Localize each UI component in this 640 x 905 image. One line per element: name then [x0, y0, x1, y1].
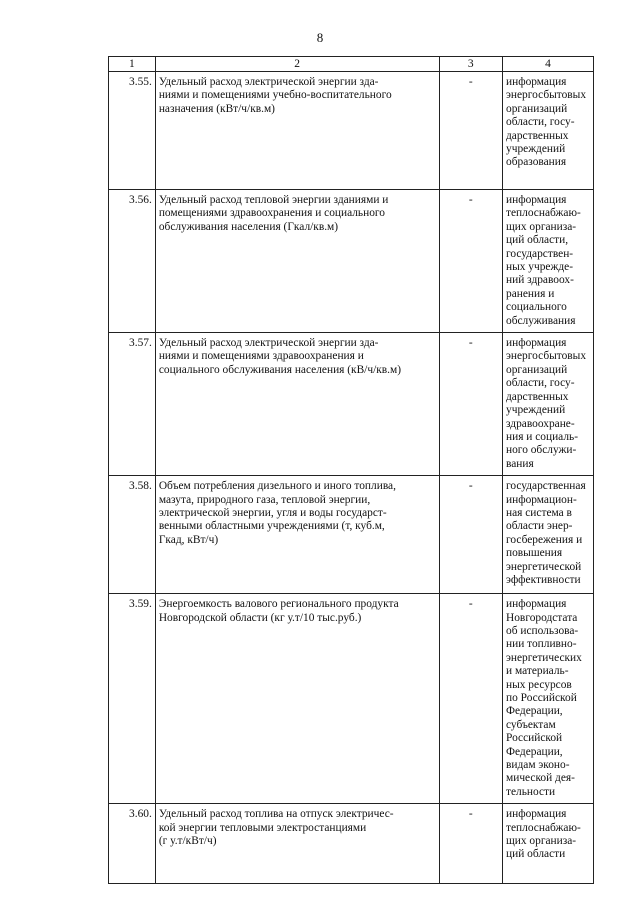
- description-line: Удельный расход тепловой энергии зданиями и: [158, 194, 389, 206]
- data-source: [503, 476, 594, 594]
- indicator-description: [155, 190, 439, 333]
- source-line: информация: [506, 76, 567, 88]
- table-row: [109, 476, 594, 594]
- source-line: ций области,: [506, 234, 569, 247]
- column-header-3: 3: [439, 57, 503, 72]
- description-line: Удельный расход электрической энергии зда-: [158, 76, 379, 88]
- data-source: [503, 333, 594, 476]
- source-line: области, госу-: [506, 377, 575, 390]
- description-line: Удельный расход топлива на отпуск электричес-: [158, 808, 394, 821]
- source-line: образования: [506, 156, 567, 169]
- source-line: здравоохране-: [506, 417, 575, 430]
- table-row: [109, 804, 594, 884]
- source-line: нии топливно-: [506, 638, 577, 651]
- source-line: вания: [506, 457, 534, 470]
- source-line: обслуживания: [506, 314, 576, 327]
- source-line: информацион-: [506, 493, 577, 506]
- source-line: информация: [506, 194, 567, 206]
- source-line: дарственных: [506, 390, 569, 403]
- column-header-4: 4: [503, 57, 594, 72]
- source-line: Федерации,: [506, 745, 563, 758]
- description-line: кой энергии тепловыми электростанциями: [158, 821, 367, 834]
- source-line: ранения и: [506, 287, 555, 300]
- description-line: (г у.т/кВт/ч): [158, 835, 217, 848]
- column-header-2: 2: [155, 57, 439, 72]
- row-number: 3.56.: [109, 190, 156, 333]
- source-line: социального: [506, 301, 567, 314]
- page-number: 8: [316, 30, 324, 45]
- description-line: Удельный расход электрической энергии зда-: [158, 337, 379, 350]
- description-line: Гкад, кВт/ч): [158, 533, 219, 546]
- source-line: Федерации,: [506, 705, 563, 718]
- row-number: 3.57.: [109, 333, 156, 476]
- source-line: об использова-: [506, 624, 579, 637]
- description-line: назначения (кВт/ч/кв.м): [158, 102, 275, 115]
- column-3-value: -: [439, 594, 503, 804]
- column-3-value: -: [439, 333, 503, 476]
- indicator-description: [155, 594, 439, 804]
- table-row: [109, 594, 594, 804]
- source-line: и материаль-: [506, 665, 569, 678]
- description-line: Объем потребления дизельного и иного топлива,: [158, 480, 396, 493]
- data-source: [503, 804, 594, 884]
- source-line: области, госу-: [506, 116, 575, 129]
- data-source: [503, 72, 594, 190]
- indicator-description: [155, 72, 439, 190]
- description-line: Новгородской области (кг у.т/10 тыс.руб.): [158, 611, 362, 624]
- source-line: видам эконо-: [506, 759, 570, 771]
- source-line: ного обслужи-: [506, 444, 577, 457]
- source-line: теплоснабжаю-: [506, 207, 581, 220]
- data-source: [503, 190, 594, 333]
- source-line: теплоснабжаю-: [506, 821, 581, 834]
- source-line: государственная: [506, 480, 586, 493]
- source-line: Новгородстата: [506, 611, 578, 624]
- column-3-value: -: [439, 72, 503, 190]
- description-line: Энергоемкость валового регионального продукта: [158, 598, 399, 611]
- source-line: ния и социаль-: [506, 430, 579, 443]
- source-line: Российской: [506, 732, 563, 745]
- source-line: энергосбытовых: [506, 350, 587, 363]
- source-line: повышения: [506, 547, 563, 560]
- source-line: субъектам: [506, 718, 556, 731]
- source-line: госбережения и: [506, 533, 583, 546]
- source-line: энергосбытовых: [506, 89, 587, 102]
- column-3-value: -: [439, 476, 503, 594]
- source-line: тельности: [506, 785, 556, 798]
- source-line: дарственных: [506, 129, 569, 142]
- description-line: ниями и помещениями здравоохранения и: [158, 350, 364, 363]
- description-line: помещениями здравоохранения и социального: [158, 207, 385, 220]
- source-line: учреждений: [506, 143, 566, 156]
- column-3-value: -: [439, 804, 503, 884]
- table-row: [109, 72, 594, 190]
- indicator-description: [155, 804, 439, 884]
- table-header-row: [109, 57, 594, 72]
- row-number: 3.60.: [109, 804, 156, 884]
- column-header-1: 1: [109, 57, 156, 72]
- description-line: венными областными учреждениями (т, куб.м,: [158, 520, 385, 533]
- row-number: 3.58.: [109, 476, 156, 594]
- source-line: щих организа-: [506, 835, 577, 848]
- indicators-table: [108, 56, 594, 884]
- source-line: энергетических: [506, 651, 582, 664]
- source-line: ных учрежде-: [506, 261, 573, 274]
- table-row: [109, 190, 594, 333]
- description-line: ниями и помещениями учебно-воспитательного: [158, 89, 392, 102]
- source-line: энергетической: [506, 560, 582, 573]
- source-line: информация: [506, 808, 567, 821]
- data-source: [503, 594, 594, 804]
- source-line: ций области: [506, 848, 566, 861]
- source-line: учреждений: [506, 404, 566, 417]
- source-line: по Российской: [506, 691, 577, 704]
- source-line: области энер-: [506, 520, 573, 533]
- table-row: [109, 333, 594, 476]
- source-line: эффективности: [506, 573, 581, 586]
- row-number: 3.59.: [109, 594, 156, 804]
- source-line: ная система в: [506, 506, 572, 519]
- source-line: ных ресурсов: [506, 678, 572, 691]
- column-3-value: -: [439, 190, 503, 333]
- description-line: электрической энергии, угля и воды государст-: [158, 506, 387, 519]
- row-number: 3.55.: [109, 72, 156, 190]
- description-line: социального обслуживания населения (кВ/ч/кв.м): [158, 363, 401, 376]
- description-line: обслуживания населения (Гкал/кв.м): [158, 220, 339, 233]
- description-line: мазута, природного газа, тепловой энергии,: [158, 493, 371, 506]
- source-line: информация: [506, 337, 567, 350]
- indicator-description: [155, 333, 439, 476]
- source-line: государствен-: [506, 247, 574, 260]
- source-line: организаций: [506, 363, 568, 376]
- source-line: информация: [506, 598, 567, 611]
- source-line: организаций: [506, 102, 568, 115]
- source-line: мической дея-: [506, 772, 575, 785]
- table-body: [109, 72, 594, 884]
- source-line: щих организа-: [506, 220, 577, 233]
- indicator-description: [155, 476, 439, 594]
- source-line: ний здравоох-: [506, 274, 574, 287]
